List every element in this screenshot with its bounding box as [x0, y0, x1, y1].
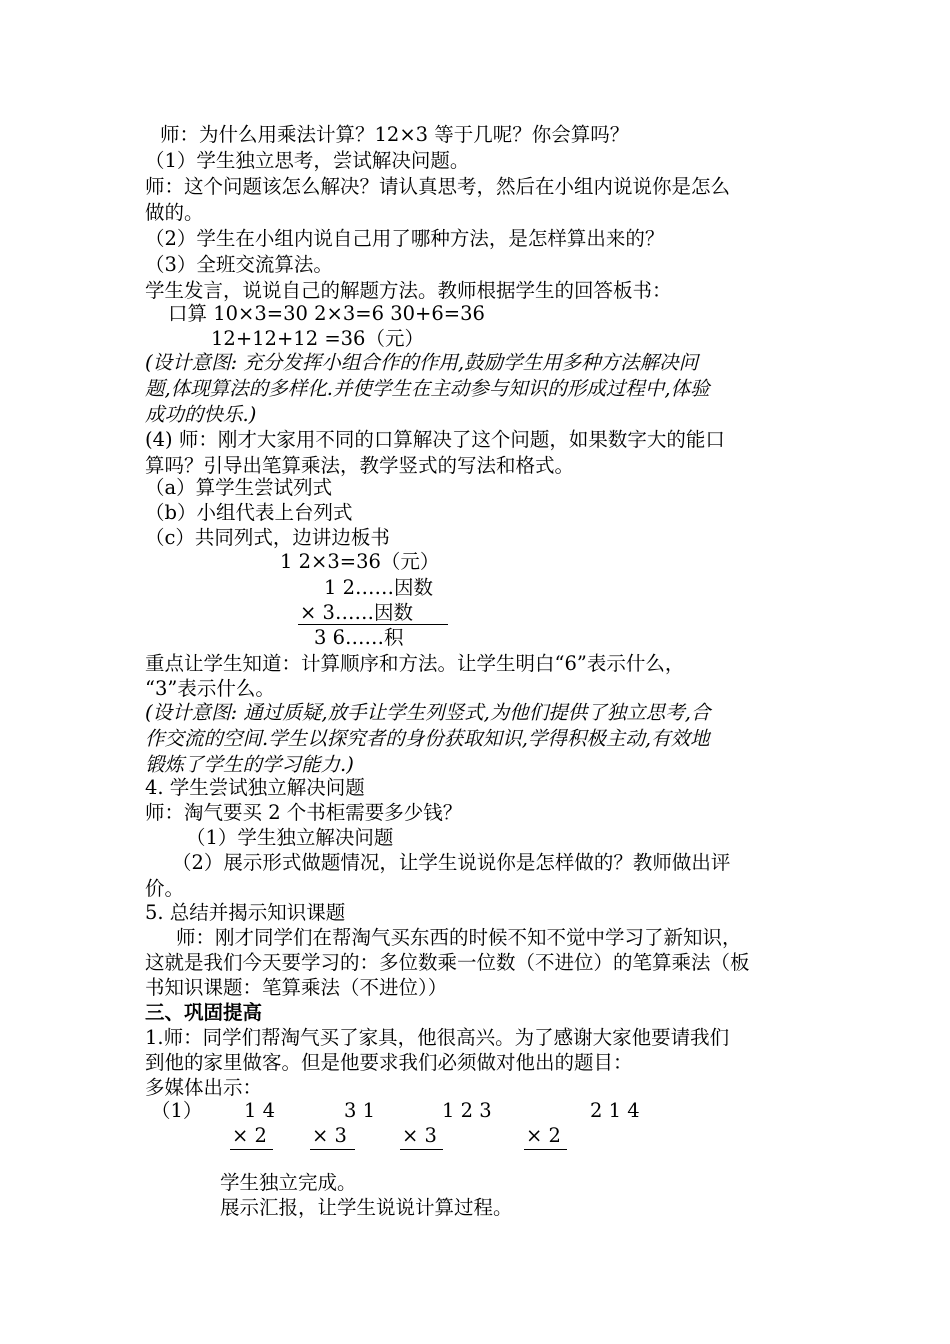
text-line: 书知识课题：笔算乘法（不进位）） [145, 976, 448, 999]
vertical-calc-result: 3 6……积 [314, 626, 404, 649]
text-line: （3）全班交流算法。 [145, 253, 333, 276]
section-heading: 三、巩固提高 [145, 1001, 263, 1024]
text-line: 口算 10×3=30 2×3=6 30+6=36 [168, 302, 485, 325]
text-line: 展示汇报，让学生说说计算过程。 [220, 1196, 513, 1219]
exercise-multiplier: × 3 [310, 1123, 355, 1150]
text-line: 师：刚才同学们在帮淘气买东西的时候不知不觉中学习了新知识， [176, 926, 742, 949]
equation-line: 1 2×3=36（元） [280, 550, 440, 573]
design-intent-line: 题,体现算法的多样化.并使学生在主动参与知识的形成过程中,体验 [145, 377, 710, 400]
exercise-top-number: 1 4 [244, 1099, 276, 1122]
text-line: 1.师：同学们帮淘气买了家具，他很高兴。为了感谢大家他要请我们 [145, 1026, 730, 1049]
text-line: （c）共同列式，边讲边板书 [145, 526, 390, 549]
design-intent-line: 成功的快乐.) [145, 403, 257, 426]
exercise-multiplier: × 2 [524, 1123, 567, 1150]
text-line: 到他的家里做客。但是他要求我们必须做对他出的题目： [145, 1051, 633, 1074]
exercise-top-number: 1 2 3 [442, 1099, 492, 1122]
text-line: 重点让学生知道：计算顺序和方法。让学生明白“6”表示什么， [145, 652, 685, 675]
text-line: 师：为什么用乘法计算？12×3 等于几呢？你会算吗？ [160, 123, 630, 146]
text-line: 学生发言，说说自己的解题方法。教师根据学生的回答板书： [145, 279, 672, 302]
section-line: 4. 学生尝试独立解决问题 [145, 776, 365, 799]
text-line: 12+12+12 =36（元） [211, 327, 424, 350]
text-line: 价。 [145, 877, 185, 900]
text-line: “3”表示什么。 [145, 677, 275, 700]
exercise-multiplier: × 3 [400, 1123, 443, 1150]
text-line: 师：这个问题该怎么解决？请认真思考，然后在小组内说说你是怎么 [145, 175, 731, 198]
text-line: (4) 师：刚才大家用不同的口算解决了这个问题，如果数字大的能口 [145, 428, 725, 451]
exercise-multiplier: × 2 [230, 1123, 273, 1150]
text-line: 多媒体出示： [145, 1076, 263, 1099]
vertical-calc-row: 1 2……因数 [324, 576, 434, 599]
text-line: （a）算学生尝试列式 [145, 476, 333, 499]
design-intent-line: (设计意图: 通过质疑,放手让学生列竖式,为他们提供了独立思考,合 [145, 701, 711, 724]
text-line: 做的。 [145, 201, 204, 224]
text-line: 师：淘气要买 2 个书柜需要多少钱？ [145, 801, 463, 824]
text-line: （1）学生独立解决问题 [186, 826, 394, 849]
exercise-label: （1） [151, 1099, 203, 1122]
text-line: 学生独立完成。 [220, 1171, 357, 1194]
text-line: （1）学生独立思考，尝试解决问题。 [145, 149, 470, 172]
text-line: 算吗？引导出笔算乘法，教学竖式的写法和格式。 [145, 454, 575, 477]
text-line: （2）展示形式做题情况，让学生说说你是怎样做的？教师做出评 [172, 851, 731, 874]
section-line: 5. 总结并揭示知识课题 [145, 901, 346, 924]
exercise-top-number: 3 1 [344, 1099, 376, 1122]
text-line: （b）小组代表上台列式 [145, 501, 353, 524]
text-line: 这就是我们今天要学习的：多位数乘一位数（不进位）的笔算乘法（板 [145, 951, 750, 974]
design-intent-line: 锻炼了学生的学习能力.) [145, 753, 354, 776]
vertical-calc-row: × 3……因数 [300, 601, 413, 624]
design-intent-line: 作交流的空间.学生以探究者的身份获取知识,学得积极主动,有效地 [145, 727, 710, 750]
text-line: （2）学生在小组内说自己用了哪种方法，是怎样算出来的？ [145, 227, 665, 250]
design-intent-line: (设计意图: 充分发挥小组合作的作用,鼓励学生用多种方法解决问 [145, 351, 699, 374]
exercise-top-number: 2 1 4 [590, 1099, 640, 1122]
